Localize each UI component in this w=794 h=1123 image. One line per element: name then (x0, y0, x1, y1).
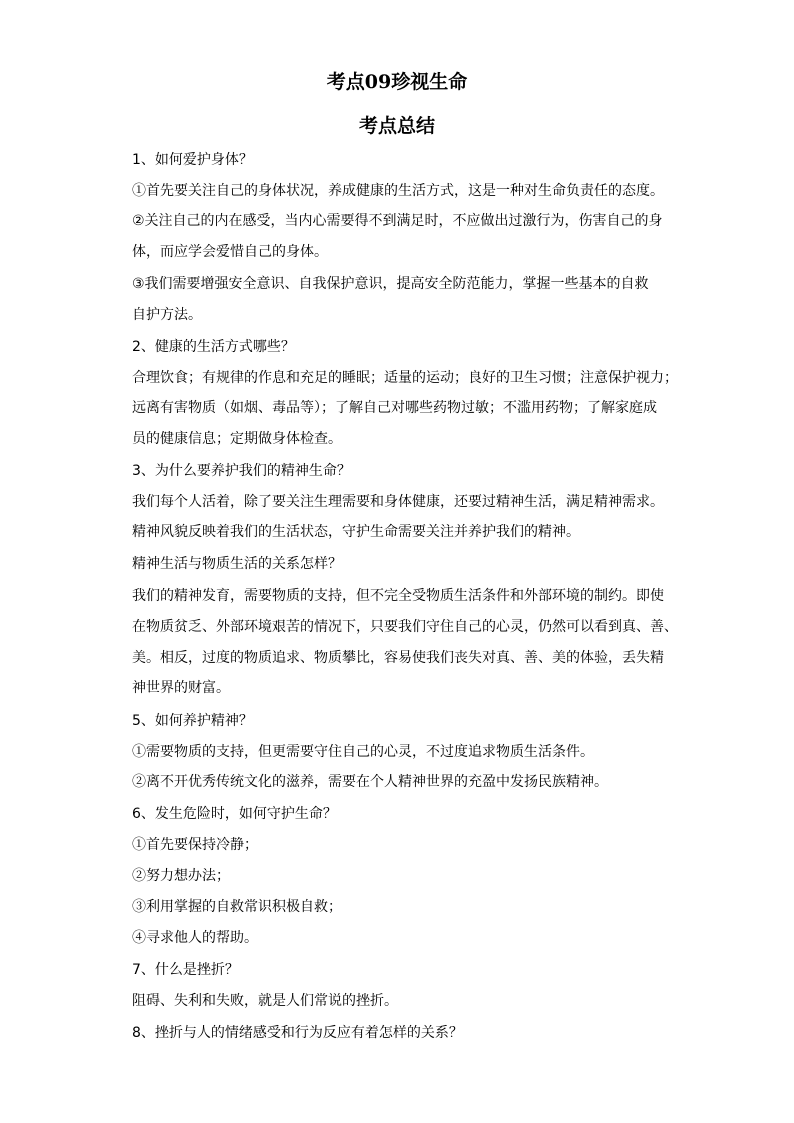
text-line: ①首先要保持冷静； (132, 837, 258, 853)
text-line: ①需要物质的支持，但更需要守住自己的心灵，不过度追求物质生活条件。 (132, 744, 594, 760)
question-heading: 1、如何爱护身体？ (132, 152, 253, 168)
text-line: ③利用掌握的自救常识积极自救； (132, 899, 342, 915)
question-heading: 7、什么是挫折？ (132, 962, 239, 978)
text-line: ②努力想办法； (132, 868, 230, 884)
question-heading: 3、为什么要养护我们的精神生命？ (132, 463, 351, 479)
text-line: 员的健康信息；定期做身体检查。 (132, 431, 342, 447)
question-heading: 精神生活与物质生活的关系怎样？ (132, 556, 342, 572)
question-heading: 2、健康的生活方式哪些？ (132, 339, 295, 355)
text-line: 美。相反，过度的物质追求、物质攀比，容易使我们丧失对真、善、美的体验，丢失精 (132, 650, 664, 666)
question-heading: 8、挫折与人的情绪感受和行为反应有着怎样的关系？ (132, 1025, 463, 1041)
text-line: 神世界的财富。 (132, 680, 230, 696)
text-line: ②离不开优秀传统文化的滋养，需要在个人精神世界的充盈中发扬民族精神。 (132, 774, 608, 790)
text-line: 远离有害物质（如烟、毒品等）；了解自己对哪些药物过敏；不滥用药物；了解家庭成 (132, 400, 657, 416)
question-heading: 5、如何养护精神？ (132, 713, 253, 729)
text-line: 精神风貌反映着我们的生活状态，守护生命需要关注并养护我们的精神。 (132, 524, 580, 540)
text-line: ②关注自己的内在感受，当内心需要得不到满足时，不应做出过激行为，伤害自己的身 (132, 213, 663, 229)
text-line: 阻碍、失利和失败，就是人们常说的挫折。 (132, 993, 398, 1009)
text-line: 在物质贫乏、外部环境艰苦的情况下，只要我们守住自己的心灵，仍然可以看到真、善、 (132, 619, 678, 635)
text-line: ③我们需要增强安全意识、自我保护意识，提高安全防范能力，掌握一些基本的自救 (132, 276, 649, 292)
question-heading: 6、发生危险时，如何守护生命？ (132, 806, 337, 822)
text-line: 我们每个人活着，除了要关注生理需要和身体健康，还要过精神生活，满足精神需求。 (132, 494, 664, 510)
section-title: 考点总结 (358, 115, 435, 137)
text-line: 自护方法。 (132, 307, 202, 323)
text-line: ①首先要关注自己的身体状况，养成健康的生活方式，这是一种对生命负责任的态度。 (132, 183, 664, 199)
text-line: ④寻求他人的帮助。 (132, 930, 258, 946)
text-line: 体，而应学会爱惜自己的身体。 (132, 244, 328, 260)
text-line: 我们的精神发育，需要物质的支持，但不完全受物质生活条件和外部环境的制约。即使 (132, 588, 664, 604)
page-title: 考点09珍视生命 (326, 71, 468, 93)
text-line: 合理饮食；有规律的作息和充足的睡眠；适量的运动；良好的卫生习惯；注意保护视力； (132, 370, 678, 386)
